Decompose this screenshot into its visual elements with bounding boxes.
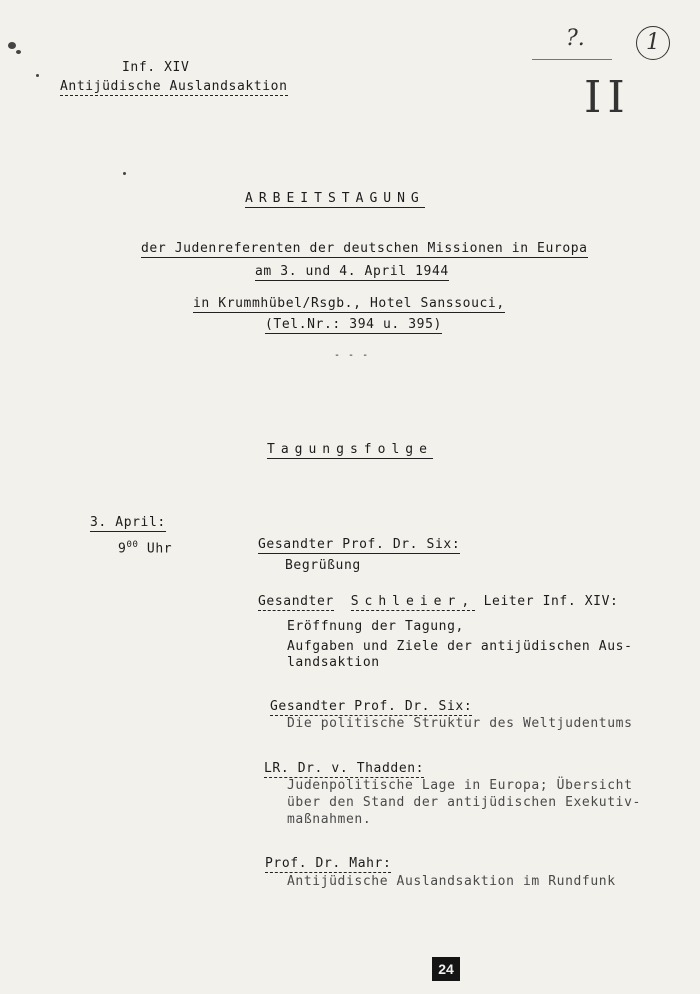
ink-speck <box>123 172 126 175</box>
time-unit: Uhr <box>146 541 173 557</box>
speaker-role: Leiter Inf. XIV: <box>483 594 619 609</box>
topic-greeting: Begrüßung <box>285 558 361 573</box>
pencil-line <box>532 59 612 60</box>
page-number-badge: 24 <box>432 957 460 981</box>
topic-europe-3: maßnahmen. <box>287 812 372 827</box>
topic-opening: Eröffnung der Tagung, <box>287 619 464 634</box>
speaker-six-1: Gesandter Prof. Dr. Six: <box>258 537 461 552</box>
topic-aims-1: Aufgaben und Ziele der antijüdischen Aus- <box>287 639 633 654</box>
topic-europe-2: über den Stand der antijüdischen Exekutiv- <box>287 795 641 810</box>
page-title: ARBEITSTAGUNG <box>245 191 425 206</box>
program-time <box>118 540 172 556</box>
topic-radio: Antijüdische Auslandsaktion im Rundfunk <box>287 874 616 889</box>
program-heading: Tagungsfolge <box>267 442 433 457</box>
program-date: 3. April: <box>90 515 166 530</box>
handwritten-initials: II <box>584 72 631 123</box>
title-line-1: der Judenreferenten der deutschen Missionen in Europa <box>141 241 588 256</box>
department-label: Inf. XIV <box>122 60 190 75</box>
speaker-six-2: Gesandter Prof. Dr. Six: <box>270 699 473 714</box>
program-label: Antijüdische Auslandsaktion <box>60 79 288 94</box>
time-hour: 9 <box>118 541 127 557</box>
time-minutes: 00 <box>126 540 139 550</box>
ink-speck <box>16 50 21 54</box>
topic-europe-1: Judenpolitische Lage in Europa; Übersicht <box>287 778 633 793</box>
topic-structure: Die politische Struktur des Weltjudentums <box>287 716 633 731</box>
ink-speck <box>36 74 39 77</box>
ink-speck <box>8 42 16 49</box>
title-line-3: in Krummhübel/Rsgb., Hotel Sanssouci, <box>193 296 505 311</box>
speaker-mahr: Prof. Dr. Mahr: <box>265 856 392 871</box>
handwritten-mark: ?. <box>566 26 585 51</box>
speaker-title: Gesandter <box>258 594 334 609</box>
speaker-thadden: LR. Dr. v. Thadden: <box>264 761 425 776</box>
title-line-2: am 3. und 4. April 1944 <box>255 264 449 279</box>
circled-number: 1 <box>636 26 670 60</box>
speaker-name: Schleier, <box>350 594 476 609</box>
speaker-schleier <box>258 594 618 609</box>
title-line-4: (Tel.Nr.: 394 u. 395) <box>265 317 442 332</box>
separator-dashes: - - - <box>334 350 370 361</box>
topic-aims-2: landsaktion <box>287 655 380 670</box>
